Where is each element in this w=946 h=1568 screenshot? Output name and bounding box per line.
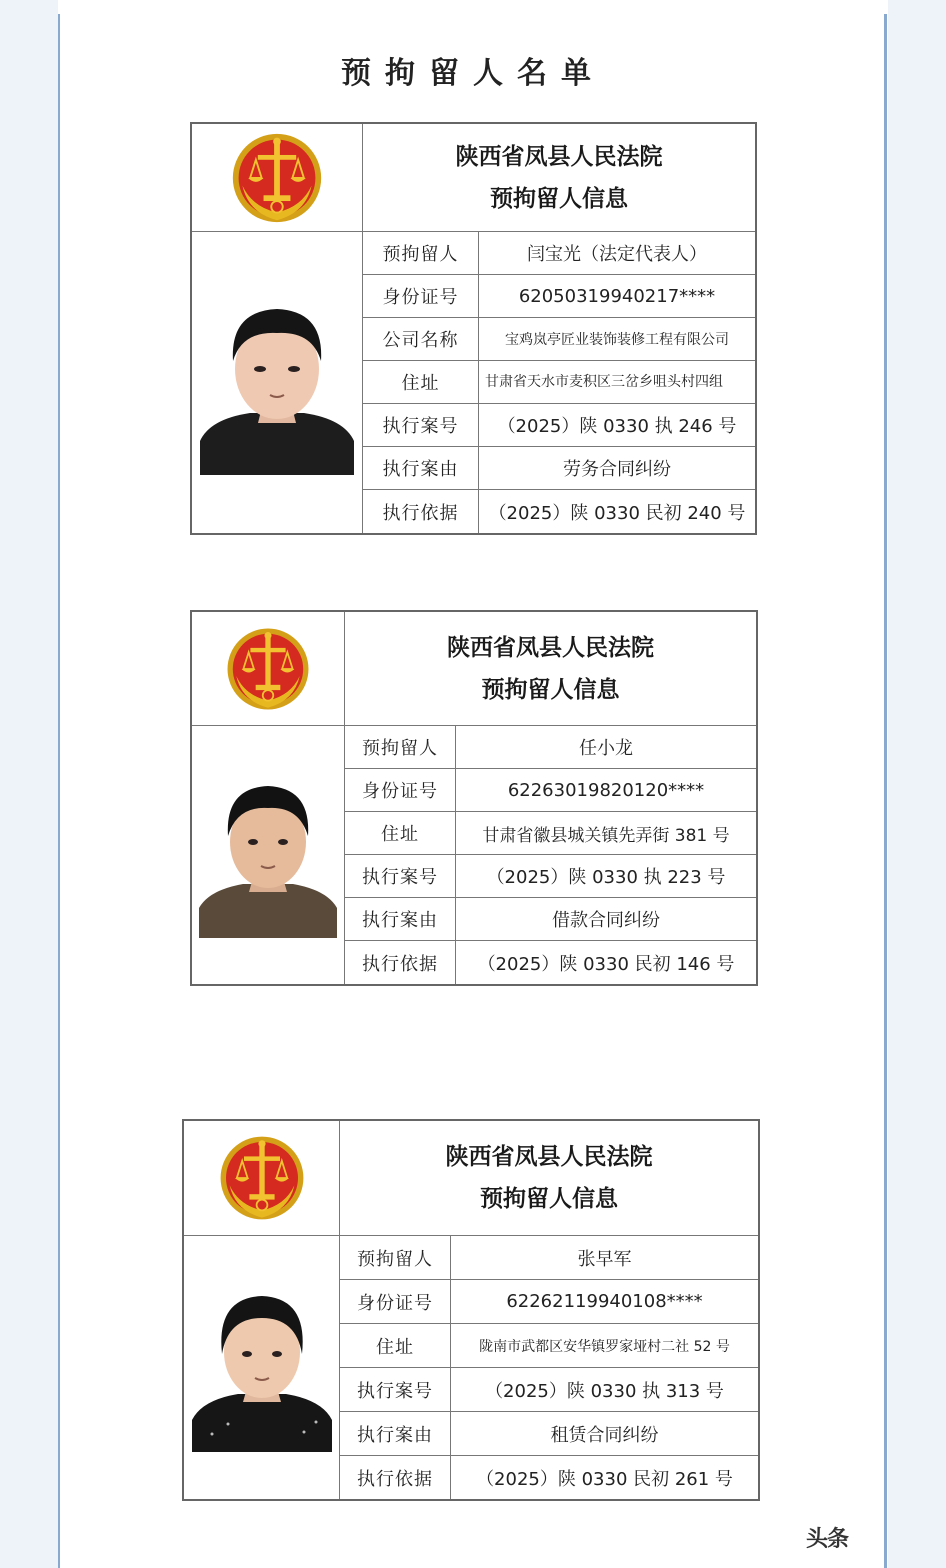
row-label: 执行案由 (345, 898, 456, 940)
row-label: 执行案由 (340, 1412, 451, 1455)
watermark: 头条 (806, 1527, 849, 1552)
court-emblem-cell (184, 1121, 340, 1236)
table-row (345, 812, 756, 855)
court-header (340, 1121, 758, 1236)
row-value: 62262119940108**** (506, 1291, 703, 1312)
table-row (363, 318, 755, 361)
row-label: 身份证号 (340, 1280, 451, 1323)
table-row (345, 941, 756, 984)
row-label: 身份证号 (363, 275, 479, 317)
table-row (340, 1324, 758, 1368)
row-label: 执行案号 (345, 855, 456, 897)
row-label: 预拘留人 (340, 1236, 451, 1279)
row-label: 执行案号 (363, 404, 479, 446)
left-margin-strip (0, 0, 58, 1568)
page-title: 预拘留人名单 (341, 56, 605, 91)
photo-cell (184, 1236, 340, 1499)
detainee-photo (200, 291, 354, 475)
right-margin-line (884, 14, 887, 1568)
row-label: 执行依据 (363, 490, 479, 533)
court-emblem-cell (192, 612, 345, 726)
row-label: 公司名称 (363, 318, 479, 360)
row-value: 借款合同纠纷 (552, 910, 660, 931)
row-value: 甘肃省天水市麦积区三岔乡咀头村四组 (485, 373, 723, 390)
row-value: 甘肃省徽县城关镇先弄街 381 号 (482, 825, 730, 846)
row-value: （2025）陕 0330 执 246 号 (497, 416, 737, 437)
table-row (363, 275, 755, 318)
row-label: 住址 (345, 812, 456, 854)
detainee-photo (199, 772, 337, 938)
court-emblem-icon (217, 1129, 307, 1227)
card-subtitle: 预拘留人信息 (481, 675, 620, 703)
table-row (345, 726, 756, 769)
court-name: 陕西省凤县人民法院 (447, 633, 654, 661)
court-emblem-icon (229, 129, 325, 227)
photo-cell (192, 232, 363, 533)
row-label: 执行案由 (363, 447, 479, 489)
row-value: （2025）陕 0330 执 223 号 (486, 867, 726, 888)
info-table (340, 1236, 758, 1499)
court-header (363, 124, 755, 232)
row-value: 任小龙 (579, 738, 633, 759)
row-label: 预拘留人 (345, 726, 456, 768)
row-label: 预拘留人 (363, 232, 479, 274)
table-row (340, 1280, 758, 1324)
table-row (345, 898, 756, 941)
row-value: 62263019820120**** (507, 779, 705, 801)
row-value: 陇南市武都区安华镇罗家垭村二社 52 号 (479, 1338, 730, 1355)
row-label: 住址 (363, 361, 479, 403)
table-row (363, 404, 755, 447)
row-label: 执行案号 (340, 1368, 451, 1411)
table-row (363, 232, 755, 275)
right-margin-strip (888, 0, 946, 1568)
court-name: 陕西省凤县人民法院 (455, 142, 663, 170)
table-row (340, 1456, 758, 1499)
row-label: 身份证号 (345, 769, 456, 811)
table-row (363, 447, 755, 490)
court-name: 陕西省凤县人民法院 (445, 1143, 653, 1170)
row-value: （2025）陕 0330 执 313 号 (485, 1380, 724, 1402)
row-value: 劳务合同纠纷 (563, 459, 671, 480)
court-emblem-cell (192, 124, 363, 232)
court-header (345, 612, 756, 726)
info-table (345, 726, 756, 984)
table-row (340, 1368, 758, 1412)
court-emblem-icon (224, 621, 312, 717)
table-row (345, 855, 756, 898)
table-row (363, 361, 755, 404)
card-subtitle: 预拘留人信息 (490, 184, 628, 212)
row-value: 宝鸡岚亭匠业装饰装修工程有限公司 (505, 332, 729, 348)
row-label: 执行依据 (340, 1456, 451, 1499)
left-margin-line (58, 14, 60, 1568)
detainee-card-1 (190, 122, 757, 535)
info-table (363, 232, 755, 533)
table-row (363, 490, 755, 533)
row-value: （2025）陕 0330 民初 240 号 (488, 502, 746, 524)
card-subtitle: 预拘留人信息 (480, 1185, 618, 1212)
row-value: （2025）陕 0330 民初 146 号 (477, 953, 735, 975)
detainee-card-3 (182, 1119, 760, 1501)
detainee-card-2 (190, 610, 758, 986)
table-row (345, 769, 756, 812)
photo-cell (192, 726, 345, 984)
row-label: 执行依据 (345, 941, 456, 984)
row-value: 租赁合同纠纷 (550, 1424, 659, 1446)
row-value: 闫宝光（法定代表人） (527, 244, 707, 265)
row-value: 张早军 (577, 1248, 632, 1270)
row-value: （2025）陕 0330 民初 261 号 (476, 1468, 733, 1490)
detainee-photo (192, 1284, 332, 1452)
table-row (340, 1412, 758, 1456)
table-row (340, 1236, 758, 1280)
row-value: 62050319940217**** (518, 285, 716, 307)
row-label: 住址 (340, 1324, 451, 1367)
